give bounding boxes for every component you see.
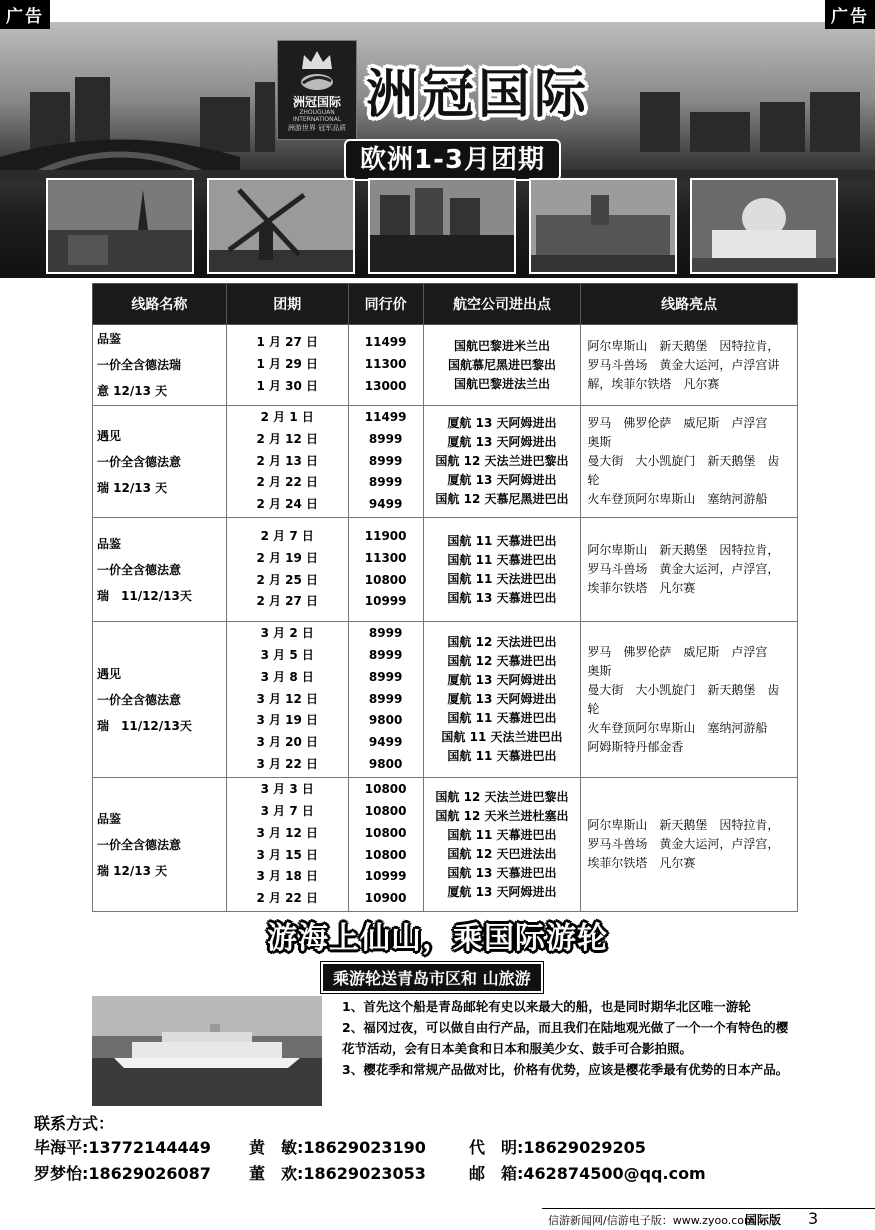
cruise-note: 1、首先这个船是青岛邮轮有史以来最大的船，也是同时期华北区唯一游轮 (342, 999, 751, 1014)
cruise-headline: 游海上仙山，乘国际游轮 (267, 921, 608, 956)
airline-item: 国航 13 天慕进巴出 (447, 865, 557, 880)
page-number: 3 (808, 1209, 819, 1228)
price-item: 9499 (368, 735, 403, 750)
date-item: 2 月 12 日 (256, 431, 319, 446)
date-item: 2 月 22 日 (256, 891, 319, 906)
price-item: 8999 (368, 648, 403, 662)
airline-item: 国航 12 天巴进法出 (447, 846, 557, 861)
highlight-line: 埃菲尔铁塔 凡尔赛 (587, 856, 696, 870)
date-item: 3 月 12 日 (256, 825, 319, 840)
ad-label-right: 广告 (825, 0, 875, 29)
route-name-line: 一价全含德法意 (97, 837, 182, 852)
airline-item: 厦航 13 天阿姆进出 (447, 473, 557, 487)
airline-item: 国航 11 天慕进巴出 (447, 552, 557, 567)
price-item: 8999 (368, 626, 403, 641)
highlight-line: 火车登顶阿尔卑斯山 塞纳河游船 (587, 720, 768, 735)
route-name-line: 遇见 (97, 428, 122, 443)
price-item: 13000 (364, 378, 407, 393)
price-item: 11300 (364, 550, 407, 565)
airlines-cell (423, 518, 581, 622)
highlight-line: 埃菲尔铁塔 凡尔赛 (587, 581, 696, 595)
airline-item: 国航 11 天法进巴出 (447, 571, 557, 586)
header-departure-date: 团期 (226, 284, 348, 325)
airlines-cell (423, 325, 581, 406)
airlines-cell (423, 406, 581, 518)
table-row (93, 325, 798, 406)
airlines-cell (423, 622, 581, 778)
date-item: 2 月 1 日 (260, 410, 314, 424)
table-row (93, 622, 798, 778)
date-item: 3 月 5 日 (260, 648, 314, 662)
airline-item: 国航 12 天米兰进杜塞出 (435, 808, 569, 823)
airline-item: 国航 12 天法兰进巴黎出 (435, 789, 569, 804)
price-item: 8999 (368, 691, 403, 706)
airline-item: 国航 12 天慕进巴出 (447, 654, 557, 668)
airline-item: 国航 13 天慕进巴出 (447, 590, 557, 605)
cruise-notes (342, 996, 792, 1080)
highlight-line: 罗马 佛罗伦萨 威尼斯 卢浮宫 奥斯 (587, 416, 780, 449)
route-name-line: 一价全含德法意 (97, 562, 182, 577)
route-name-cell (93, 325, 227, 406)
price-item: 10999 (364, 594, 407, 609)
highlight-line: 罗马斗兽场 黄金大运河，卢浮宫， (587, 837, 780, 851)
brand-title: 洲冠国际 (366, 65, 591, 125)
airline-item: 厦航 13 天阿姆进出 (447, 435, 557, 449)
route-schedule-table (92, 283, 798, 912)
highlight-line: 火车登顶阿尔卑斯山 塞纳河游船 (587, 492, 768, 506)
price-item: 11900 (364, 528, 407, 543)
contact-entry: 毕海平:13772144449 (34, 1138, 211, 1157)
date-item: 2 月 19 日 (256, 550, 319, 565)
airline-item: 国航 11 天慕进巴出 (447, 749, 557, 763)
price-item: 11499 (364, 410, 407, 424)
route-name-cell (93, 518, 227, 622)
price-item: 11499 (364, 335, 407, 350)
route-name-cell (93, 622, 227, 778)
date-item: 3 月 22 日 (256, 756, 319, 771)
route-name-line: 瑞 12/13 天 (97, 480, 168, 495)
contact-entry: 黄 敏:18629023190 (249, 1138, 426, 1157)
price-item: 10900 (364, 891, 407, 906)
route-name-line: 品鉴 (97, 536, 122, 551)
cruise-subtitle: 乘游轮送青岛市区和 山旅游 (321, 962, 543, 993)
route-name-line: 瑞 12/13 天 (97, 863, 168, 878)
price-item: 10800 (364, 803, 407, 818)
prices-cell (348, 622, 423, 778)
date-item: 3 月 12 日 (256, 691, 319, 706)
date-item: 2 月 27 日 (256, 594, 319, 609)
table-header-row (93, 284, 798, 325)
table-row (93, 406, 798, 518)
price-item: 10999 (364, 869, 407, 884)
route-name-line: 一价全含德法瑞 (97, 358, 182, 372)
airline-item: 国航 11 天慕进巴出 (447, 711, 557, 725)
airline-item: 国航巴黎进法兰出 (453, 376, 550, 391)
highlight-line: 阿姆斯特丹郁金香 (587, 739, 684, 754)
highlights-cell (581, 325, 798, 406)
airline-item: 国航 11 天慕进巴出 (447, 533, 557, 548)
airline-item: 厦航 13 天阿姆进出 (447, 692, 557, 706)
highlight-line: 罗马 佛罗伦萨 威尼斯 卢浮宫 奥斯 (587, 644, 780, 678)
airline-item: 国航慕尼黑进巴黎出 (447, 357, 556, 372)
hero-banner (0, 22, 875, 278)
price-item: 8999 (368, 431, 403, 446)
date-item: 3 月 19 日 (256, 713, 319, 728)
price-item: 8999 (368, 453, 403, 468)
prices-cell (348, 518, 423, 622)
highlight-line: 阿尔卑斯山 新天鹅堡 因特拉肯， (587, 818, 780, 832)
table-row (93, 778, 798, 912)
contact-email: 邮 箱:462874500@qq.com (469, 1164, 706, 1183)
header-highlights: 线路亮点 (581, 284, 798, 325)
airline-item: 国航 12 天法进巴出 (447, 635, 557, 649)
date-item: 1 月 29 日 (256, 357, 319, 372)
route-name-line: 意 12/13 天 (97, 384, 168, 398)
contact-entry: 代 明:18629029205 (469, 1138, 646, 1157)
date-item: 1 月 27 日 (256, 335, 319, 350)
route-name-line: 品鉴 (97, 332, 122, 346)
ad-label-left: 广告 (0, 0, 50, 29)
dates-cell (226, 518, 348, 622)
route-name-line: 一价全含德法意 (97, 454, 182, 469)
highlight-line: 罗马斗兽场 黄金大运河，卢浮宫讲 (587, 357, 780, 372)
photo-strip (46, 178, 846, 272)
airline-item: 国航 11 天幕进巴出 (447, 827, 557, 842)
date-item: 2 月 7 日 (260, 528, 314, 543)
date-item: 3 月 2 日 (260, 626, 314, 641)
route-name-cell (93, 778, 227, 912)
highlight-line: 罗马斗兽场 黄金大运河，卢浮宫， (587, 562, 780, 576)
airline-item: 厦航 13 天阿姆进出 (447, 884, 557, 899)
cruise-ship-photo (92, 996, 322, 1106)
dates-cell (226, 406, 348, 518)
date-item: 2 月 25 日 (256, 572, 319, 587)
crown-icon (300, 49, 334, 71)
airline-item: 国航 11 天法兰进巴出 (441, 730, 563, 744)
airline-item: 国航巴黎进米兰出 (453, 338, 550, 353)
price-item: 9499 (368, 497, 403, 512)
page-footer (0, 1208, 875, 1230)
cruise-note: 2、福冈过夜，可以做自由行产品，而且我们在陆地观光做了一个一个有特色的樱花节活动，会有日本美食和日本和服美少女、鼓手可合影拍照。 (342, 1020, 789, 1056)
date-item: 3 月 8 日 (260, 669, 314, 684)
highlights-cell (581, 622, 798, 778)
date-item: 2 月 22 日 (256, 475, 319, 490)
date-item: 2 月 24 日 (256, 497, 319, 512)
price-item: 9800 (368, 756, 403, 771)
date-item: 3 月 7 日 (260, 803, 314, 818)
date-item: 2 月 13 日 (256, 453, 319, 468)
route-name-line: 瑞 11/12/13天 (97, 588, 192, 603)
route-name-line: 品鉴 (97, 811, 122, 826)
globe-swirl-icon (300, 73, 334, 91)
prices-cell (348, 778, 423, 912)
date-item: 1 月 30 日 (256, 378, 319, 393)
highlights-cell (581, 778, 798, 912)
highlight-line: 解，埃菲尔铁塔 凡尔赛 (587, 376, 720, 391)
date-item: 3 月 18 日 (256, 869, 319, 884)
airline-item: 国航 12 天慕尼黑进巴出 (435, 492, 569, 506)
photo-canal-houses (368, 178, 516, 274)
prices-cell (348, 406, 423, 518)
price-item: 8999 (368, 669, 403, 684)
airlines-cell (423, 778, 581, 912)
dates-cell (226, 622, 348, 778)
footer-divider (542, 1208, 875, 1209)
price-item: 9800 (368, 713, 403, 728)
route-name-line: 一价全含德法意 (97, 692, 182, 707)
price-item: 11300 (364, 357, 407, 372)
photo-windmill (207, 178, 355, 274)
logo-english-name: ZHOUGUAN INTERNATIONAL (292, 109, 342, 123)
date-item: 3 月 20 日 (256, 735, 319, 750)
logo-name: 洲冠国际 (292, 95, 341, 109)
table-row (93, 518, 798, 622)
price-item: 8999 (368, 475, 403, 490)
date-item: 3 月 3 日 (260, 782, 314, 797)
header-route-name: 线路名称 (93, 284, 227, 325)
highlight-line: 阿尔卑斯山 新天鹅堡 因特拉肯， (587, 543, 780, 557)
price-item: 10800 (364, 825, 407, 840)
contact-row (34, 1161, 706, 1187)
contact-label: 联系方式： (34, 1114, 115, 1133)
highlight-line: 曼大街 大小凯旋门 新天鹅堡 齿轮 (587, 682, 780, 716)
price-item: 10800 (364, 572, 407, 587)
contact-entry: 罗梦怡:18629026087 (34, 1164, 211, 1183)
date-item: 3 月 15 日 (256, 847, 319, 862)
footer-website: 信游新闻网/信游电子版：www.zyoo.com (548, 1214, 755, 1227)
contact-entry: 董 欢:18629023053 (249, 1164, 426, 1183)
photo-capitol-dome (690, 178, 838, 274)
highlight-line: 曼大街 大小凯旋门 新天鹅堡 齿轮 (587, 454, 780, 487)
airline-item: 厦航 13 天阿姆进出 (447, 673, 557, 687)
highlights-cell (581, 518, 798, 622)
tour-period-title: 欧洲1-3月团期 (344, 139, 561, 181)
dates-cell (226, 325, 348, 406)
price-item: 10800 (364, 847, 407, 862)
price-item: 10800 (364, 782, 407, 797)
logo-slogan: 洲游世界 冠军品质 (287, 124, 347, 132)
route-name-cell (93, 406, 227, 518)
highlights-cell (581, 406, 798, 518)
footer-edition: 国际版 (745, 1213, 782, 1227)
header-trade-price: 同行价 (348, 284, 423, 325)
highlight-line: 阿尔卑斯山 新天鹅堡 因特拉肯， (587, 338, 780, 353)
photo-plaza-building (529, 178, 677, 274)
airline-item: 厦航 13 天阿姆进出 (447, 416, 557, 430)
company-logo (277, 40, 357, 140)
route-name-line: 遇见 (97, 666, 122, 681)
airline-item: 国航 12 天法兰进巴黎出 (435, 454, 569, 468)
dates-cell (226, 778, 348, 912)
route-name-line: 瑞 11/12/13天 (97, 718, 192, 733)
header-airline: 航空公司进出点 (423, 284, 581, 325)
contact-section (34, 1113, 706, 1187)
prices-cell (348, 325, 423, 406)
photo-town-church (46, 178, 194, 274)
contact-row (34, 1135, 706, 1161)
cruise-note: 3、樱花季和常规产品做对比，价格有优势，应该是樱花季最有优势的日本产品。 (342, 1062, 789, 1077)
